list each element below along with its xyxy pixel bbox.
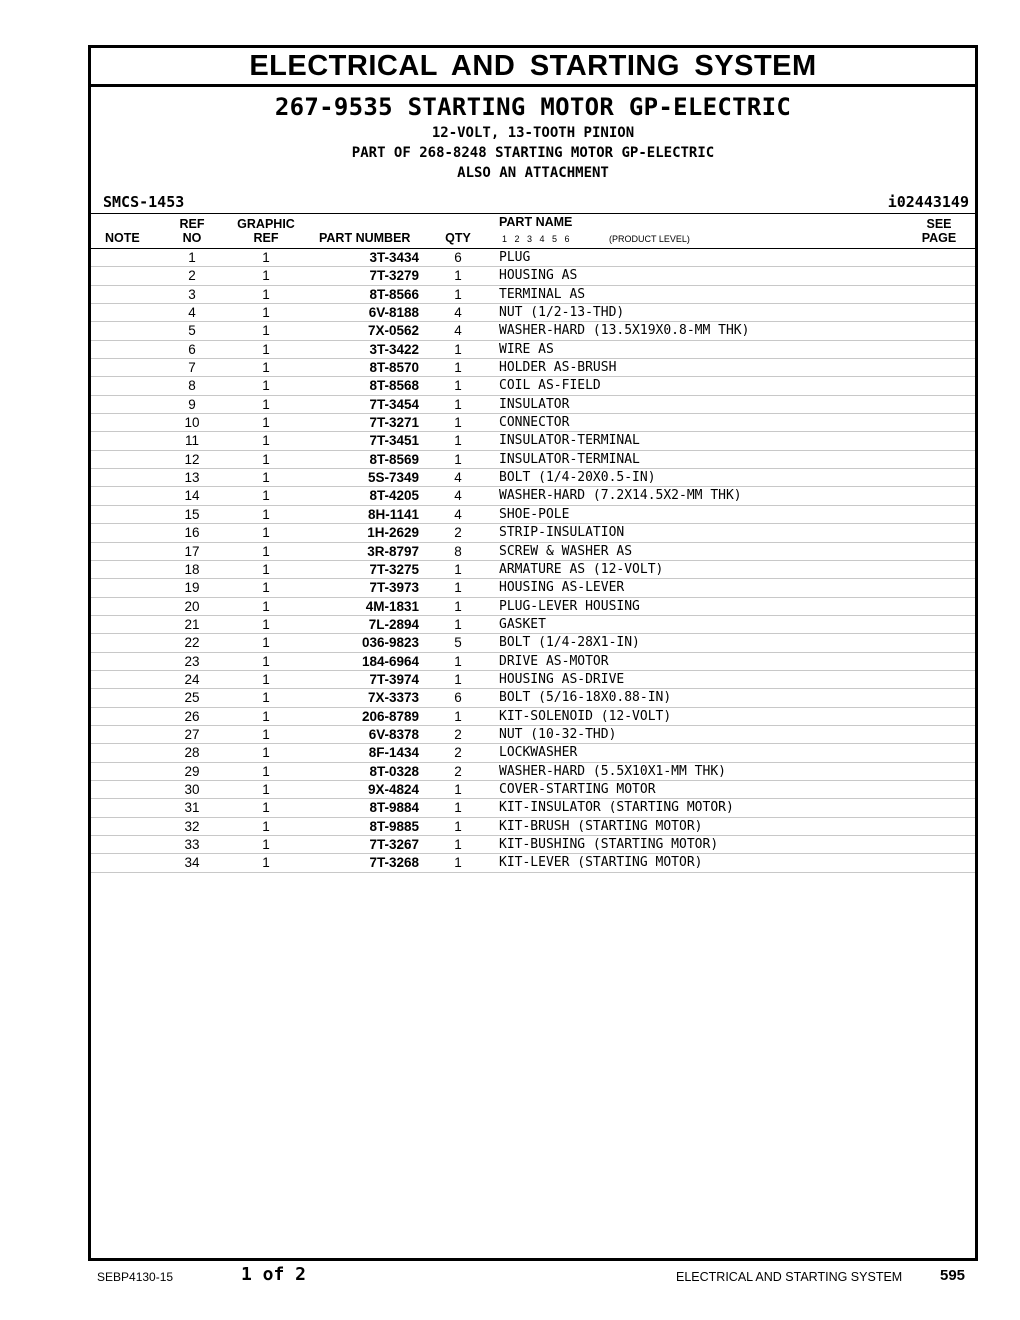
ref-no: 6 [188,341,196,357]
table-row [91,598,975,616]
ref-no: 4 [188,305,196,321]
header-part-name: PART NAME [499,215,573,229]
graphic-ref: 1 [262,323,270,339]
graphic-ref: 1 [262,598,270,614]
graphic-ref: 1 [262,726,270,742]
graphic-ref: 1 [262,250,270,265]
part-number: 8T-4205 [369,488,419,504]
header-ref-top: REF [179,217,205,231]
ref-no: 18 [184,561,200,577]
part-name: BOLT (1/4-28X1-IN) [499,635,640,651]
ref-no: 7 [188,360,196,376]
part-number: 7L-2894 [368,616,419,632]
table-row [91,781,975,799]
graphic-ref: 1 [262,286,270,302]
quantity: 2 [454,745,462,761]
subtitle-line-2: PART OF 268-8248 STARTING MOTOR GP-ELECTRIC [351,145,715,161]
part-number: 036-9823 [361,635,419,651]
part-number: 8T-8568 [369,378,419,394]
graphic-ref: 1 [262,745,270,761]
graphic-ref: 1 [262,653,270,669]
graphic-ref: 1 [262,616,270,632]
part-number: 3T-3422 [369,341,419,357]
ref-no: 14 [184,488,200,504]
table-row [91,653,975,671]
part-name: GASKET [499,616,546,632]
part-name: WASHER-HARD (5.5X10X1-MM THK) [499,763,726,779]
ref-no: 30 [184,781,200,797]
table-row [91,543,975,561]
part-number: 6V-8378 [368,726,419,742]
ref-no: 23 [184,653,200,669]
table-row [91,432,975,450]
part-number: 7T-3451 [369,433,419,449]
part-name: KIT-SOLENOID (12-VOLT) [499,708,672,724]
quantity: 1 [454,671,462,687]
graphic-ref: 1 [262,360,270,376]
table-row [91,451,975,469]
table-row [91,836,975,854]
part-name: KIT-INSULATOR (STARTING MOTOR) [499,800,734,816]
parts-list [91,249,975,873]
quantity: 1 [454,451,462,467]
part-number: 8F-1434 [368,745,419,761]
graphic-ref: 1 [262,543,270,559]
graphic-ref: 1 [262,396,270,412]
part-name: INSULATOR-TERMINAL [499,451,640,467]
quantity: 2 [454,763,462,779]
quantity: 8 [454,543,462,559]
ref-no: 26 [184,708,200,724]
part-name: INSULATOR-TERMINAL [499,433,640,449]
table-row [91,267,975,285]
ref-no: 9 [188,396,196,412]
part-name: SCREW & WASHER AS [499,543,633,559]
table-row [91,341,975,359]
part-number: 8T-8566 [369,286,419,302]
part-number: 7T-3279 [369,268,419,284]
ref-no: 11 [184,433,199,449]
table-row [91,671,975,689]
quantity: 1 [454,781,462,797]
quantity: 1 [454,653,462,669]
part-number: 6V-8188 [368,305,419,321]
ref-no: 2 [188,268,196,284]
part-name: LOCKWASHER [499,745,578,761]
quantity: 6 [454,690,462,706]
quantity: 4 [454,506,462,522]
graphic-ref: 1 [262,488,270,504]
table-row [91,763,975,781]
header-part-number: PART NUMBER [319,231,411,245]
graphic-ref: 1 [262,561,270,577]
graphic-ref: 1 [262,525,270,541]
part-name: KIT-BRUSH (STARTING MOTOR) [499,818,703,834]
part-name: TERMINAL AS [499,286,586,302]
table-row [91,359,975,377]
footer-doc-number: SEBP4130-15 [97,1270,174,1284]
table-header [91,213,975,249]
graphic-ref: 1 [262,818,270,834]
section-title: ELECTRICAL AND STARTING SYSTEM [91,48,975,87]
quantity: 1 [454,561,462,577]
part-name: HOLDER AS-BRUSH [499,360,617,376]
part-number: 7T-3454 [369,396,419,412]
quantity: 4 [454,488,462,504]
table-row [91,396,975,414]
part-name: PLUG [499,250,531,265]
quantity: 1 [454,268,462,284]
graphic-ref: 1 [262,305,270,321]
table-row [91,561,975,579]
graphic-ref: 1 [262,855,270,871]
graphic-ref: 1 [262,763,270,779]
part-name: INSULATOR [499,396,570,412]
graphic-ref: 1 [262,781,270,797]
ref-no: 19 [184,580,200,596]
quantity: 1 [454,415,462,431]
subtitle-line-3: ALSO AN ATTACHMENT [457,165,609,181]
quantity: 1 [454,341,462,357]
quantity: 1 [454,616,462,632]
smcs-row [91,189,975,213]
part-number: 7X-3373 [367,690,419,706]
header-ref-bottom: NO [182,231,202,245]
part-number: 206-8789 [361,708,419,724]
ref-no: 20 [184,598,200,614]
subtitle-line-1: 12-VOLT, 13-TOOTH PINION [431,125,635,141]
part-number: 7T-3973 [369,580,419,596]
ref-no: 17 [184,543,200,559]
graphic-ref: 1 [262,800,270,816]
graphic-ref: 1 [262,671,270,687]
part-number: 7T-3974 [369,671,419,687]
table-row [91,579,975,597]
ref-no: 29 [184,763,200,779]
part-name: STRIP-INSULATION [499,525,625,541]
table-row [91,854,975,872]
header-graphic-bottom: REF [253,231,279,245]
header-see-bottom: PAGE [921,231,957,245]
quantity: 1 [454,378,462,394]
graphic-ref: 1 [262,341,270,357]
graphic-ref: 1 [262,837,270,852]
quantity: 2 [454,525,462,541]
quantity: 1 [454,837,462,852]
part-number: 7T-3267 [369,837,419,852]
table-row [91,304,975,322]
part-number: 8T-8569 [369,451,419,467]
header-graphic-top: GRAPHIC [237,217,295,231]
footer-page-number: 595 [940,1267,966,1284]
part-name: CONNECTOR [499,415,570,431]
ref-no: 15 [184,506,200,522]
ref-no: 8 [188,378,196,394]
part-number: 9X-4824 [367,781,419,797]
part-name: HOUSING AS [499,268,578,284]
quantity: 1 [454,708,462,724]
part-name: BOLT (5/16-18X0.88-IN) [499,690,672,706]
header-product-level-label: (PRODUCT LEVEL) [609,234,690,244]
quantity: 4 [454,305,462,321]
quantity: 4 [454,470,462,486]
ref-no: 5 [188,323,196,339]
table-row [91,744,975,762]
footer-page-of: 1 of 2 [241,1264,307,1285]
graphic-ref: 1 [262,451,270,467]
part-number: 8T-9885 [369,818,419,834]
part-name: BOLT (1/4-20X0.5-IN) [499,470,656,486]
ref-no: 33 [184,837,200,852]
part-number: 8T-0328 [369,763,419,779]
page-footer [0,1262,1020,1292]
table-row [91,249,975,267]
ref-no: 31 [184,800,200,816]
smcs-code: SMCS-1453 [103,193,185,211]
graphic-ref: 1 [262,378,270,394]
table-row [91,689,975,707]
part-number: 3T-3434 [369,250,419,265]
table-row [91,799,975,817]
part-name: COVER-STARTING MOTOR [499,781,656,797]
part-name: HOUSING AS-DRIVE [499,671,625,687]
part-name: NUT (1/2-13-THD) [499,305,625,321]
part-name: PLUG-LEVER HOUSING [499,598,640,614]
quantity: 1 [454,396,462,412]
table-row [91,818,975,836]
ref-no: 12 [184,451,200,467]
ref-no: 3 [188,286,196,302]
part-number: 8H-1141 [367,506,419,522]
table-row [91,377,975,395]
part-name: KIT-BUSHING (STARTING MOTOR) [499,837,719,852]
document-id: i02443149 [887,193,969,211]
quantity: 4 [454,323,462,339]
part-name: NUT (10-32-THD) [499,726,617,742]
table-row [91,414,975,432]
part-number: 7T-3268 [369,855,419,871]
part-name: WIRE AS [499,341,554,357]
table-row [91,634,975,652]
part-number: 7T-3275 [369,561,419,577]
quantity: 1 [454,818,462,834]
part-name: ARMATURE AS (12-VOLT) [499,561,664,577]
graphic-ref: 1 [262,415,270,431]
graphic-ref: 1 [262,580,270,596]
part-name: WASHER-HARD (7.2X14.5X2-MM THK) [499,488,742,504]
quantity: 1 [454,855,462,871]
table-row [91,487,975,505]
table-row [91,616,975,634]
part-number: 5S-7349 [367,470,419,486]
table-row [91,524,975,542]
ref-no: 13 [184,470,200,486]
quantity: 1 [454,800,462,816]
quantity: 6 [454,250,462,265]
table-row [91,286,975,304]
quantity: 1 [454,580,462,596]
part-name: WASHER-HARD (13.5X19X0.8-MM THK) [499,323,750,339]
ref-no: 32 [184,818,200,834]
graphic-ref: 1 [262,506,270,522]
part-number: 184-6964 [361,653,419,669]
graphic-ref: 1 [262,690,270,706]
ref-no: 16 [184,525,200,541]
part-name: COIL AS-FIELD [499,378,601,394]
part-number: 8T-9884 [369,800,419,816]
ref-no: 28 [184,745,200,761]
graphic-ref: 1 [262,708,270,724]
ref-no: 1 [188,250,196,265]
ref-no: 34 [184,855,200,871]
header-see-top: SEE [926,217,952,231]
ref-no: 25 [184,690,200,706]
part-name: KIT-LEVER (STARTING MOTOR) [499,855,703,871]
page-frame [88,45,978,1261]
part-number: 4M-1831 [365,598,419,614]
part-number: 1H-2629 [367,525,419,541]
group-title: 267-9535 STARTING MOTOR GP-ELECTRIC [274,93,792,121]
ref-no: 22 [184,635,200,651]
table-row [91,708,975,726]
header-note: NOTE [105,231,140,245]
ref-no: 21 [184,616,200,632]
ref-no: 10 [184,415,200,431]
part-number: 7T-3271 [369,415,419,431]
quantity: 1 [454,360,462,376]
graphic-ref: 1 [262,635,270,651]
part-name: HOUSING AS-LEVER [499,580,625,596]
table-row [91,469,975,487]
ref-no: 27 [184,726,200,742]
table-row [91,726,975,744]
part-number: 3R-8797 [367,543,419,559]
quantity: 2 [454,726,462,742]
header-product-levels: 1 2 3 4 5 6 [502,234,570,244]
part-name: DRIVE AS-MOTOR [499,653,609,669]
quantity: 1 [454,598,462,614]
quantity: 1 [454,286,462,302]
header-qty: QTY [445,231,471,245]
quantity: 1 [454,433,462,449]
graphic-ref: 1 [262,433,270,449]
table-row [91,322,975,340]
part-name: SHOE-POLE [499,506,570,522]
part-number: 8T-8570 [369,360,419,376]
footer-section-name: ELECTRICAL AND STARTING SYSTEM [676,1270,903,1284]
part-number: 7X-0562 [367,323,419,339]
table-row [91,506,975,524]
ref-no: 24 [184,671,200,687]
graphic-ref: 1 [262,470,270,486]
quantity: 5 [454,635,462,651]
graphic-ref: 1 [262,268,270,284]
